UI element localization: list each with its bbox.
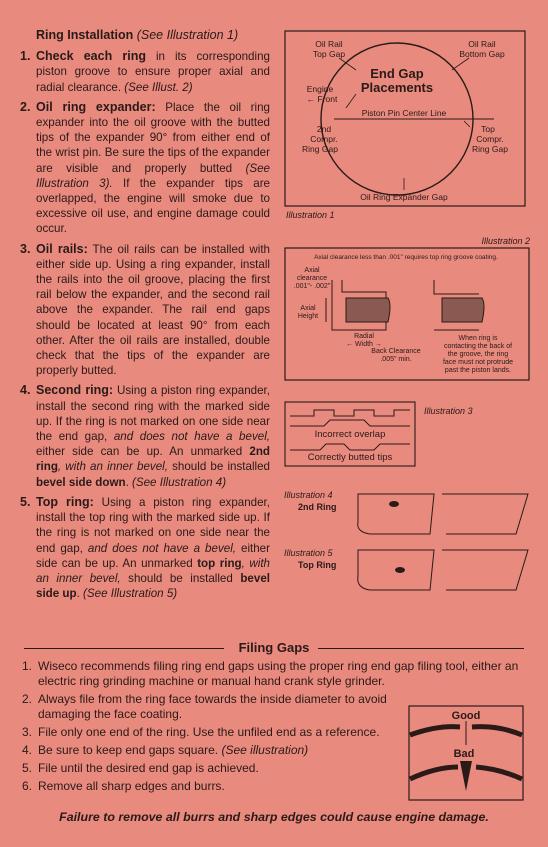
expander-wave-overlap xyxy=(290,420,410,426)
pointer xyxy=(452,58,469,70)
engine-label: Engine xyxy=(306,84,334,94)
bad-label: Bad xyxy=(453,748,475,760)
pointer xyxy=(464,121,470,127)
contact-note-3: the groove, the ring xyxy=(447,351,509,358)
step-text: File only one end of the ring. Use the unfiled end as a reference. xyxy=(38,725,380,739)
step-italic: and does not have a bevel, xyxy=(113,430,270,444)
ring-segment-right xyxy=(442,494,528,534)
warning-text: Failure to remove all burrs and sharp edges could cause engine damage. xyxy=(59,810,489,824)
step-lead: Oil ring expander: xyxy=(36,99,156,114)
ring-mark xyxy=(395,567,405,573)
step-number: 1. xyxy=(22,659,33,673)
second-gap-label: 2nd xyxy=(316,124,332,134)
top-gap-label-2: Compr. xyxy=(476,134,504,144)
step-number: 2. xyxy=(22,692,33,706)
good-label: Good xyxy=(451,710,481,722)
oil-rail-bottom-label: Oil Rail xyxy=(468,39,496,49)
top-gap-label: Top xyxy=(481,124,495,134)
step-ref: (See illustration) xyxy=(221,743,309,757)
illustration-1 xyxy=(284,30,528,222)
contact-note-4: face must not protrude xyxy=(442,359,514,366)
illustration-2 xyxy=(284,234,532,384)
front-label: ← Front xyxy=(306,94,338,104)
rule-left xyxy=(24,648,224,649)
step-ref: (See Illustration 5) xyxy=(83,587,178,601)
heading-title: Ring Installation xyxy=(36,28,134,42)
contact-note-2: contacting the back of xyxy=(443,343,513,350)
step-text: Place the oil ring expander into the oil groove with the butted tips of the expander 90° from either end of the wrist pin. Be sure the tips of the expander are visible and properly butted xyxy=(36,100,271,175)
step-number: 1. xyxy=(20,49,31,64)
axial-height-label-2: Height xyxy=(297,313,319,320)
pointer xyxy=(346,94,356,108)
oil-rail-bottom-label-2: Bottom Gap xyxy=(459,49,505,59)
ring-segment-right xyxy=(442,550,528,590)
step-bold: top ring xyxy=(197,556,242,570)
step-bold: 2nd ring xyxy=(36,445,270,474)
step-bold-2: bevel side down xyxy=(36,475,126,489)
illustration-label: Illustration 4 xyxy=(284,490,333,500)
step-number: 2. xyxy=(20,99,31,114)
step-number: 5. xyxy=(20,494,31,509)
illustration-label: Illustration 5 xyxy=(284,548,333,558)
axial-clearance-label: Axial xyxy=(304,267,320,274)
step-bold-2: bevel side up xyxy=(36,571,270,601)
step-number: 5. xyxy=(22,761,33,775)
second-gap-label-2: Compr. xyxy=(310,134,338,144)
filing-step-1 xyxy=(22,659,522,689)
step-text: The oil rails can be installed with either side up. Using a ring expander, install the rails into the oil groove, placing the first rail below the expander, and the second rail above the expander. The rail end gaps should be located at least 90° from each other. After the oil rails are installed, double check that the tips of the expander are properly butted. xyxy=(36,242,270,378)
expander-gap-label: Oil Ring Expander Gap xyxy=(360,192,448,202)
step-5: 5. Top ring: Using a piston ring expander, install the top ring with the marked side up. If the ring is not marked on one side near the end gap, and does not have a bevel, either side can be up. An unmarked top ring, with an inner bevel, should be installed bevel side up. (See Illustration 5) xyxy=(20,494,270,601)
correct-label: Correctly butted tips xyxy=(307,452,393,463)
bad-wedge xyxy=(460,761,472,791)
radial-width-label: Radial xyxy=(354,333,374,340)
ring-label: 2nd Ring xyxy=(298,502,337,512)
radial-width-label-2: ← Width → xyxy=(346,341,382,348)
back-clearance-label-2: .005" min. xyxy=(380,356,412,363)
ring-installation-section xyxy=(20,28,270,606)
installation-steps xyxy=(20,49,270,601)
second-gap-label-3: Ring Gap xyxy=(302,144,338,154)
step-number: 4. xyxy=(22,743,33,757)
top-gap-label-3: Ring Gap xyxy=(472,144,508,154)
illustration-label: Illustration 2 xyxy=(481,236,530,246)
step-1 xyxy=(20,49,270,95)
axial-clearance-label-2: clearance xyxy=(296,275,328,282)
clearance-note: Axial clearance less than .001" requires top ring groove coating. xyxy=(314,254,498,261)
step-number: 4. xyxy=(20,383,31,398)
step-text-tail: If the expander tips are overlapped, the engine will smoke due to excessive oil use, and engine damage could occur. xyxy=(36,176,271,236)
step-italic-2: , with an inner bevel, xyxy=(36,556,270,585)
contact-note-1: When ring is xyxy=(458,335,498,342)
illustration-label: Illustration 1 xyxy=(286,210,335,220)
step-number: 6. xyxy=(22,779,33,793)
step-text: in its corresponding piston groove to ensure proper axial and radial clearance. xyxy=(36,50,270,94)
step-4: 4. Second ring: Using a piston ring expander, install the second ring with the marked side up. If the ring is not marked on one side near the end gap, and does not have a bevel, either side can be up. An unmarked 2nd ring, with an inner bevel, should be installed bevel side down. (See Illustration 4) xyxy=(20,383,270,489)
section-heading xyxy=(36,28,270,43)
good-bad-figure xyxy=(408,705,526,803)
incorrect-label: Incorrect overlap xyxy=(314,429,386,440)
ring-mark xyxy=(389,501,399,507)
step-text-mid2: should be installed xyxy=(120,571,241,585)
step-2 xyxy=(20,100,270,237)
step-number: 3. xyxy=(22,725,33,739)
illustration-3 xyxy=(284,398,532,470)
step-text: Using a piston ring expander, install the top ring with the marked side up. If the ring is not marked on one side near the end gap, xyxy=(36,495,270,555)
center-title-1: End Gap xyxy=(370,66,424,81)
heading-ref: (See Illustration 1) xyxy=(136,28,239,42)
illustration-5 xyxy=(284,544,532,596)
oil-rail-top-label: Oil Rail xyxy=(315,39,343,49)
filing-step-2 xyxy=(22,692,408,722)
step-3 xyxy=(20,242,270,379)
step-lead: Second ring: xyxy=(36,383,114,398)
back-clearance-label: Back Clearance xyxy=(371,348,421,355)
step-text: File until the desired end gap is achieved. xyxy=(38,761,259,775)
step-lead: Oil rails: xyxy=(36,241,88,256)
filing-title-text: Filing Gaps xyxy=(238,640,310,655)
oil-rail-top-label-2: Top Gap xyxy=(312,49,346,59)
step-number: 3. xyxy=(20,241,31,256)
step-ref: (See Illustration 3). xyxy=(36,161,270,190)
illustration-label: Illustration 3 xyxy=(424,406,473,416)
ring-segment-left xyxy=(358,494,434,534)
ring-cross-section-right xyxy=(442,298,484,322)
step-text-mid: either side can be up. An unmarked xyxy=(36,541,270,570)
step-ref: (See Illustration 4) xyxy=(132,475,227,489)
step-lead: Check each ring xyxy=(36,49,147,64)
step-text-mid: either side can be up. An unmarked xyxy=(36,445,250,459)
filing-gaps-title xyxy=(0,640,548,655)
expander-wave-top xyxy=(290,410,410,416)
illustration-4 xyxy=(284,486,532,538)
pin-line-label: Piston Pin Center Line xyxy=(361,108,447,118)
pointer xyxy=(339,58,356,70)
ring-label: Top Ring xyxy=(298,560,337,570)
ring-cross-section-left xyxy=(346,298,390,322)
center-title-2: Placements xyxy=(360,80,434,95)
step-text: Be sure to keep end gaps square. xyxy=(38,743,222,757)
expander-wave-butted xyxy=(290,444,410,450)
step-italic-2: , with an inner bevel, xyxy=(57,460,168,474)
step-text: Using a piston ring expander, install the second ring with the marked side up. If the ring is not marked on one side near the end gap, xyxy=(36,384,270,444)
step-text: Remove all sharp edges and burrs. xyxy=(38,779,225,793)
contact-note-5: past the piston lands. xyxy=(444,367,512,374)
axial-height-label: Axial xyxy=(300,305,316,312)
step-lead: Top ring: xyxy=(36,494,94,509)
axial-clearance-label-3: .001"- .002" xyxy=(293,283,331,290)
rule-right xyxy=(318,648,524,649)
step-italic: and does not have a bevel, xyxy=(87,541,236,555)
step-ref: (See Illust. 2) xyxy=(124,80,193,94)
step-text-mid2: should be installed xyxy=(167,460,270,474)
step-text: Wiseco recommends filing ring end gaps using the proper ring end gap filing tool, either an electric ring grinding machine or manual hand crank style grinder. xyxy=(38,659,519,688)
step-text: Always file from the ring face towards the inside diameter to avoid damaging the face coating. xyxy=(38,692,387,721)
